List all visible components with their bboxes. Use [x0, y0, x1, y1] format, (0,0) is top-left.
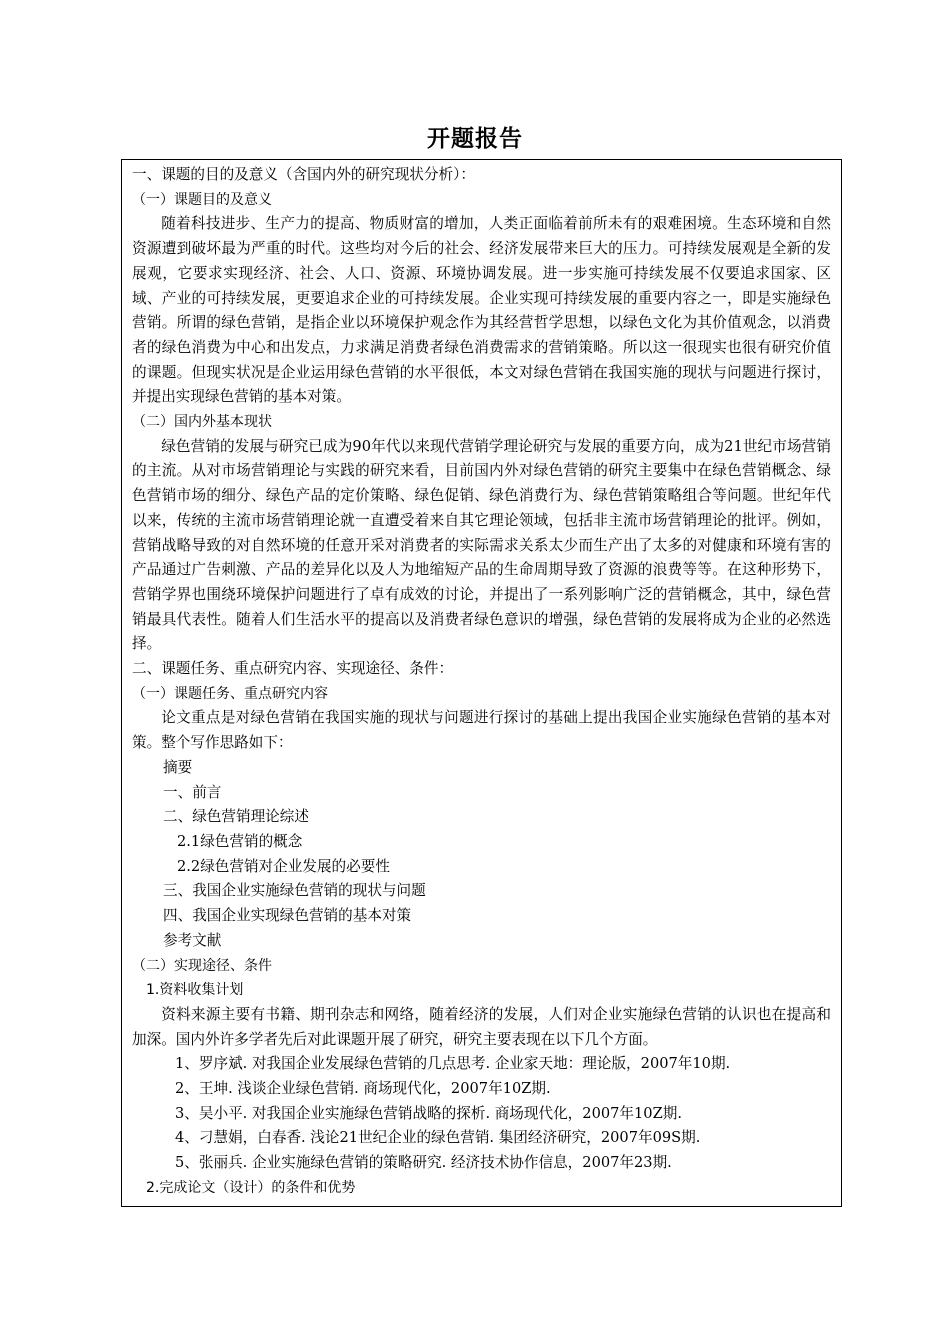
outline-item: 参考文献	[163, 931, 222, 949]
document-title: 开题报告	[427, 126, 523, 152]
outline-item: 四、我国企业实现绿色营销的基本对策	[163, 907, 412, 925]
section1-sub2-heading: （二）国内外基本现状	[132, 414, 272, 431]
reference-item: 3、吴小平. 对我国企业实施绿色营销战略的探析. 商场现代化，2007年10Z期.	[175, 1104, 682, 1122]
outline-item: 一、前言	[163, 783, 222, 801]
outline-item: 三、我国企业实施绿色营销的现状与问题	[163, 882, 426, 900]
outline-subitem: 2.2绿色营销对企业发展的必要性	[177, 857, 390, 875]
section1-sub2-paragraph: 绿色营销的发展与研究已成为90年代以来现代营销学理论研究与发展的重要方向，成为21世纪市场营销的主流。从对市场营销理论与实践的研究来看，目前国内外对绿色营销的研究主要集中在绿色营销概念、绿色营销市场的细分、绿色产品的定价策略、绿色促销、绿色消费行为、绿色营销策略组合等问题。世纪年代以来，传统的主流市场营销理论就一直遭受着来自其它理论领域，包括非主流市场营销理论的批评。例如，营销战略导致的对自然环境的任意开采对消费者的实际需求关系太少而生产出了太多的对健康和环境有害的产品通过广告刺激、产品的差异化以及人为地缩短产品的生命周期导致了资源的浪费等等。在这种形势下，营销学界也围绕环境保护问题进行了卓有成效的讨论，并提出了一系列影响广泛的营销概念，其中，绿色营销最具代表性。随着人们生活水平的提高以及消费者绿色意识的增强，绿色营销的发展将成为企业的必然选择。	[132, 437, 831, 653]
data-collection-paragraph: 资料来源主要有书籍、期刊杂志和网络，随着经济的发展，人们对企业实施绿色营销的认识也在提高和加深。国内外许多学者先后对此课题开展了研究，研究主要表现在以下几个方面。	[132, 1005, 831, 1048]
conditions-heading: 2.完成论文（设计）的条件和优势	[146, 1179, 356, 1196]
section2-heading: 二、课题任务、重点研究内容、实现途径、条件：	[132, 660, 454, 678]
report-table-cell	[121, 159, 842, 1207]
reference-item: 5、张丽兵. 企业实施绿色营销的策略研究. 经济技术协作信息，2007年23期.	[175, 1154, 672, 1172]
section1-sub1-heading: （一）课题目的及意义	[132, 191, 272, 208]
outline-item: 摘要	[163, 758, 193, 776]
outline-subitem: 2.1绿色营销的概念	[177, 832, 303, 850]
section1-heading: 一、课题的目的及意义（含国内外的研究现状分析）：	[132, 166, 475, 183]
section2-sub2-heading: （二）实现途径、条件	[132, 957, 272, 974]
reference-item: 4、刁慧娟，白春香. 浅论21世纪企业的绿色营销. 集团经济研究，2007年09S期.	[175, 1129, 701, 1147]
reference-item: 2、王坤. 浅谈企业绿色营销. 商场现代化，2007年10Z期.	[175, 1080, 551, 1098]
data-collection-heading: 1.资料收集计划	[146, 982, 244, 999]
outline-item: 二、绿色营销理论综述	[163, 808, 309, 826]
section2-sub1-paragraph: 论文重点是对绿色营销在我国实施的现状与问题进行探讨的基础上提出我国企业实施绿色营销的基本对策。整个写作思路如下：	[132, 709, 831, 752]
reference-item: 1、罗序斌. 对我国企业发展绿色营销的几点思考. 企业家天地：理论版，2007年10期.	[175, 1055, 731, 1073]
section2-sub1-heading: （一）课题任务、重点研究内容	[132, 685, 328, 702]
section1-sub1-paragraph: 随着科技进步、生产力的提高、物质财富的增加，人类正面临着前所未有的艰难困境。生态环境和自然资源遭到破坏最为严重的时代。这些均对今后的社会、经济发展带来巨大的压力。可持续发展观是全新的发展观，它要求实现经济、社会、人口、资源、环境协调发展。进一步实施可持续发展不仅要追求国家、区域、产业的可持续发展，更要追求企业的可持续发展。企业实现可持续发展的重要内容之一，即是实施绿色营销。所谓的绿色营销，是指企业以环境保护观念作为其经营哲学思想，以绿色文化为其价值观念，以消费者的绿色消费为中心和出发点，力求满足消费者绿色消费需求的营销策略。所以这一很现实也很有研究价值的课题。但现实状况是企业运用绿色营销的水平很低，本文对绿色营销在我国实施的现状与问题进行探讨，并提出实现绿色营销的基本对策。	[132, 215, 831, 406]
